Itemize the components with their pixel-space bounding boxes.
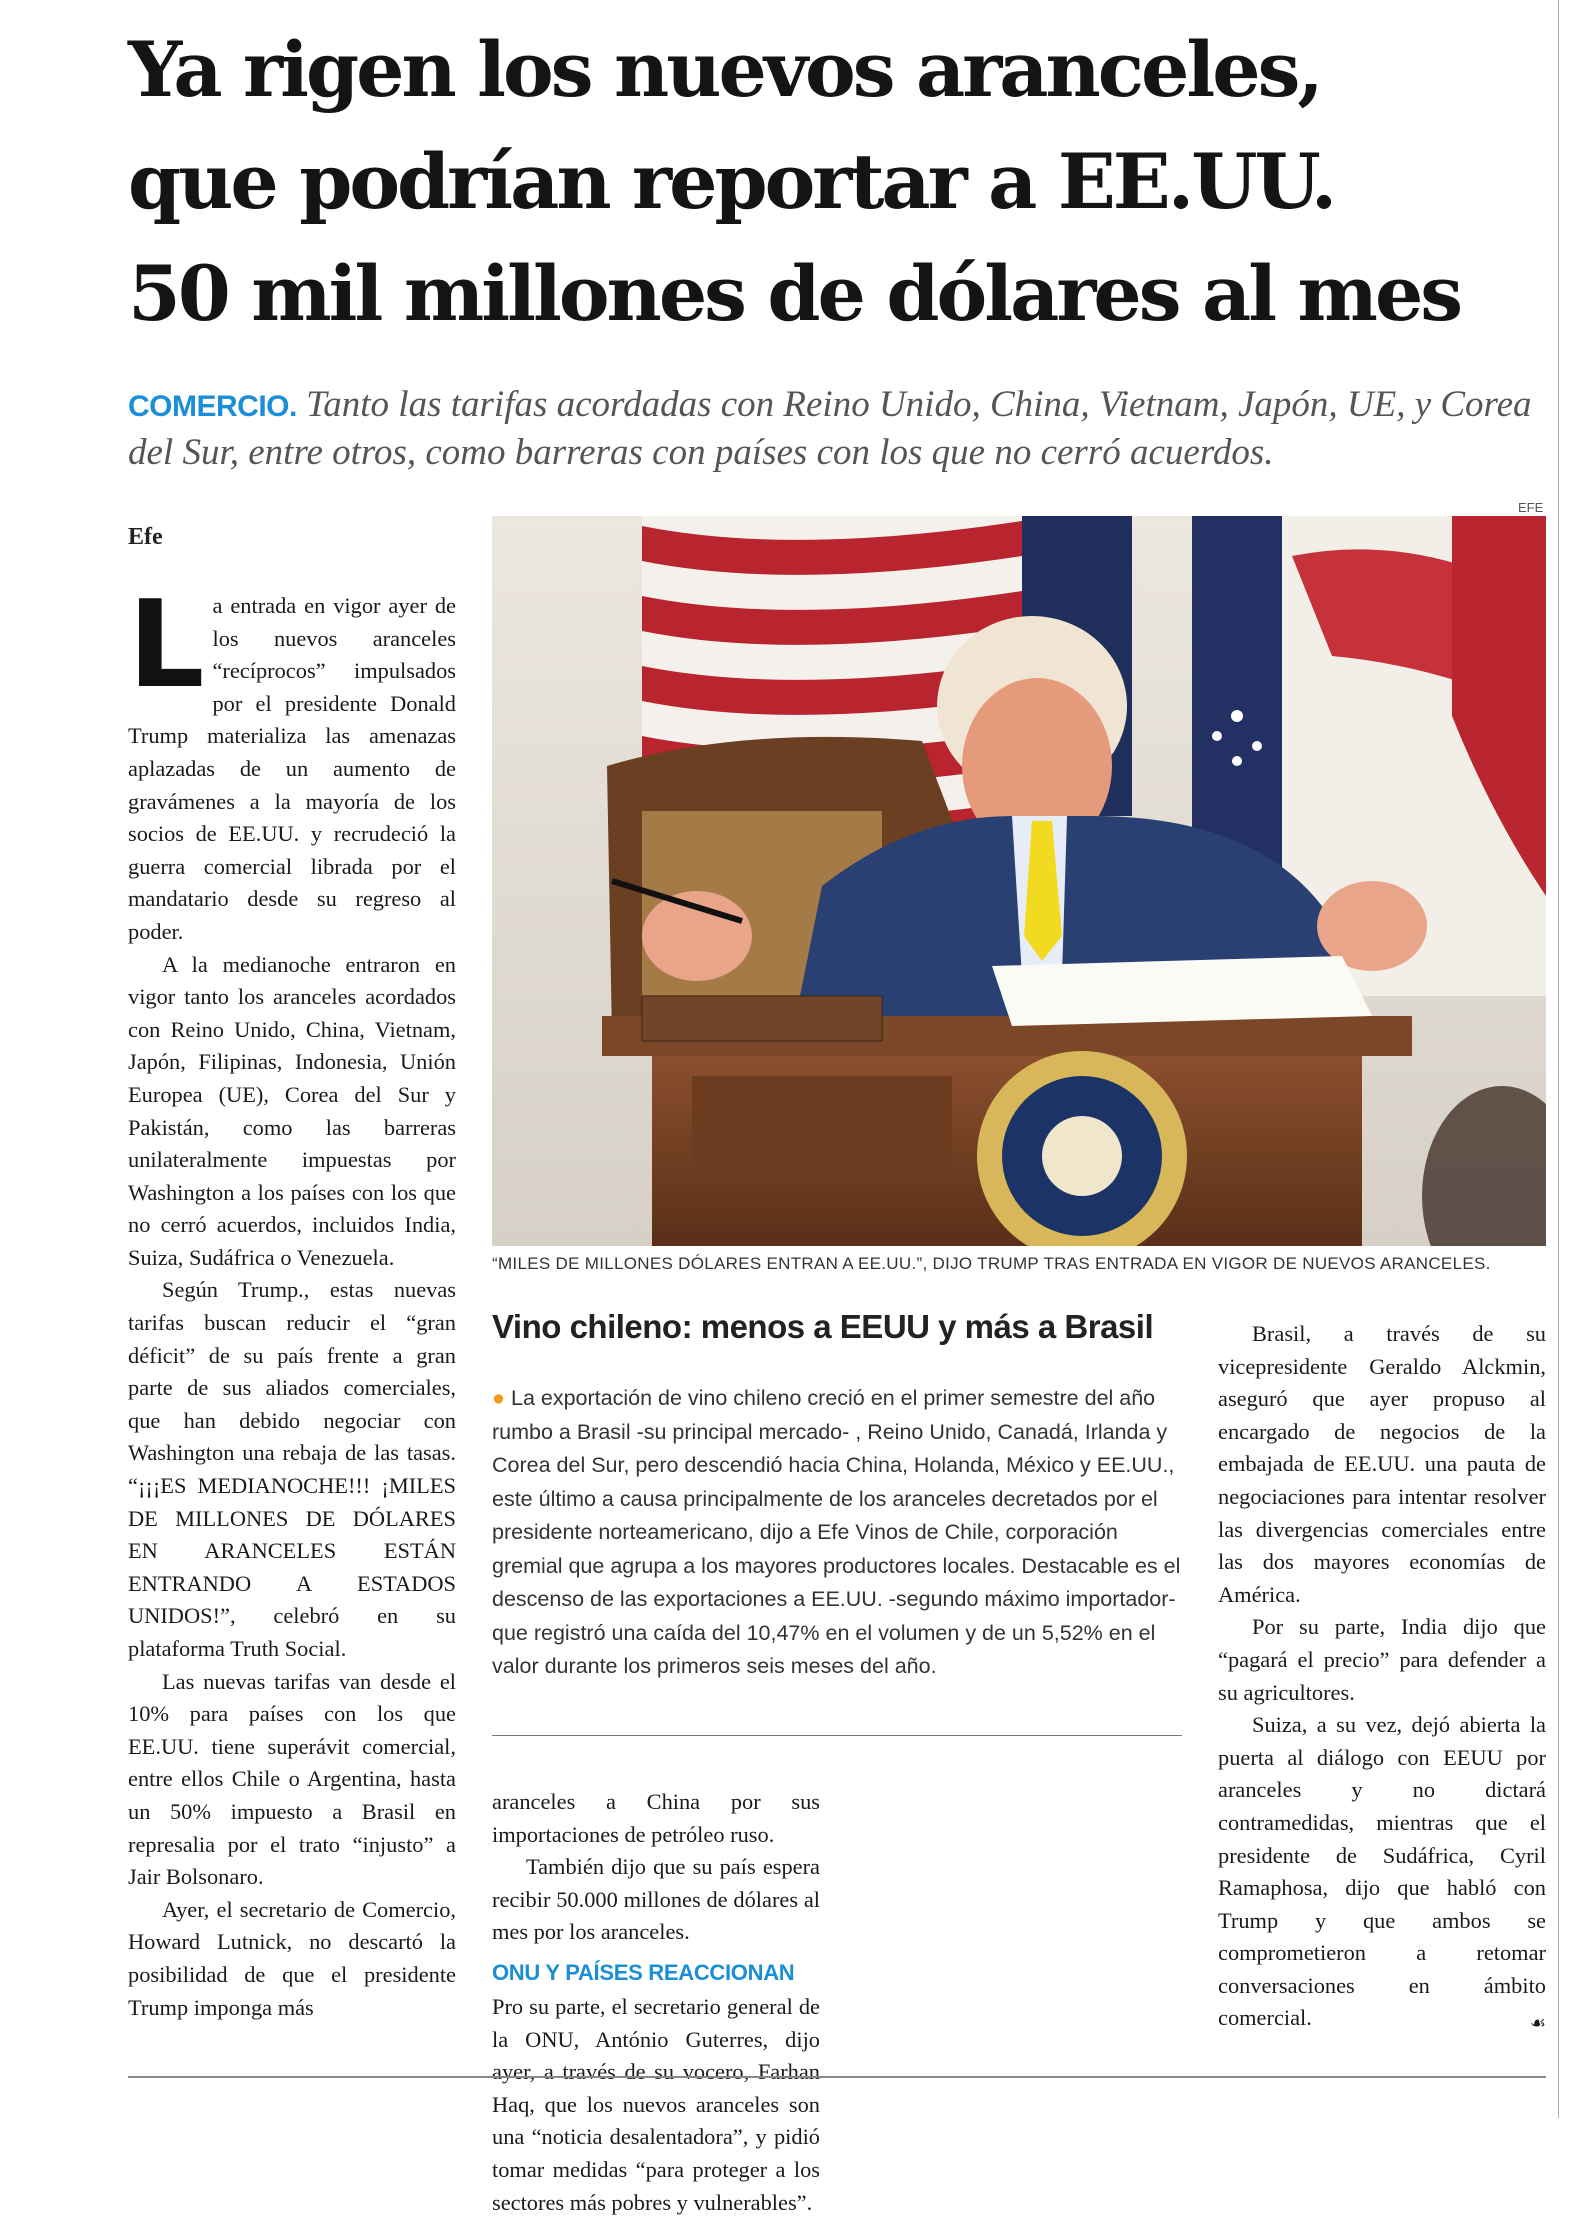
sidebar-box-divider <box>492 1735 1182 1736</box>
headline-line: que podrían reportar a EE.UU. <box>128 137 1335 226</box>
article-column-1 <box>128 576 456 2024</box>
article-paragraph: Las nuevas tarifas van desde el 10% para países con los que EE.UU. tiene superávit comercial, entre ellos Chile o Argentina, hasta un 50% impuesto a Brasil en represalia por el trato “injusto” a Jair Bolsonaro. <box>128 1668 456 1890</box>
article-paragraph: Brasil, a través de su vicepresidente Geraldo Alckmin, aseguró que ayer propuso al encargado de negocios de la embajada de EE.UU. una pauta de negociaciones para intentar resolver las divergencias comerciales entre las dos mayores economías de América. <box>1218 1321 1546 1607</box>
sidebar-box-paragraph: La exportación de vino chileno creció en el primer semestre del año rumbo a Brasil -su principal mercado- , Reino Unido, Canadá, Irlanda y Corea del Sur, pero descendió hacia China, Holanda, México y EE.UU., este último a causa principalmente de los aranceles decretados por el presidente norteamericano, dijo a Efe Vinos de Chile, corporación gremial que agrupa a los mayores productores locales. Destacable es el descenso de las exportaciones a EE.UU. -segundo máximo importador- que registró una caída del 10,47% en el volumen y de un 5,52% en el valor durante los primeros seis meses del año. <box>492 1386 1181 1678</box>
article-column-2 <box>492 1786 820 2219</box>
bottom-divider <box>128 2076 1546 2078</box>
article-paragraph: Suiza, a su vez, dejó abierta la puerta al diálogo con EEUU por aranceles y no dictará contramedidas, mientras que el presidente de Sudáfrica, Cyril Ramaphosa, dijo que habló con Trump y que ambos se comprometieron a retomar conversaciones en ámbito comercial. ☙ <box>1218 1709 1546 2035</box>
section-subheading: ONU Y PAÍSES REACCIONAN <box>492 1959 795 1985</box>
end-mark-icon: ☙ <box>1529 2013 1546 2035</box>
drop-cap: L <box>128 576 205 715</box>
bullet-icon: ● <box>492 1386 505 1410</box>
article-paragraph: Ayer, el secretario de Comercio, Howard Lutnick, no descartó la posibilidad de que el presidente Trump imponga más <box>128 1896 456 2020</box>
article-paragraph: A la medianoche entraron en vigor tanto los aranceles acordados con Reino Unido, China, Vietnam, Japón, Filipinas, Indonesia, Unión Europea (UE), Corea del Sur y Pakistán, como las barreras unilateralmente impuestas por Washington a los países con los que no cerró acuerdos, incluidos India, Suiza, Sudáfrica o Venezuela. <box>128 951 456 1270</box>
headline-line: 50 mil millones de dólares al mes <box>128 249 1461 338</box>
page-edge-line <box>1558 0 1559 2118</box>
subheadline <box>128 382 1548 476</box>
photo-credit: EFE <box>1518 500 1544 515</box>
article-paragraph: Según Trump., estas nuevas tarifas buscan reducir el “gran déficit” de su país frente a gran parte de sus aliados comerciales, que han debido negociar con Washington una rebaja de las tasas. “¡¡¡ES MEDIANOCHE!!! ¡MILES DE MILLONES DE DÓLARES EN ARANCELES ESTÁN ENTRANDO A ESTADOS UNIDOS!”, celebró en su plataforma Truth Social. <box>128 1277 456 1661</box>
desk-image <box>602 956 1412 1246</box>
article-column-4 <box>1218 1318 1546 2041</box>
byline: Efe <box>128 524 163 550</box>
article-paragraph: Por su parte, India dijo que “pagará el precio” para defender a su agricultores. <box>1218 1614 1546 1705</box>
headline <box>128 14 1548 350</box>
headline-line: Ya rigen los nuevos aranceles, <box>128 25 1321 114</box>
article-paragraph: También dijo que su país espera recibir 50.000 millones de dólares al mes por los aranceles. <box>492 1854 820 1945</box>
subheadline-text: Tanto las tarifas acordadas con Reino Unido, China, Vietnam, Japón, UE, y Corea del Sur, entre otros, como barreras con países con los que no cerró acuerdos. <box>128 384 1532 473</box>
news-photo <box>492 516 1546 1246</box>
sidebar-box-title: Vino chileno: menos a EEUU y más a Brasil <box>492 1308 1154 1345</box>
article-paragraph: Pro su parte, el secretario general de la ONU, António Guterres, dijo ayer, a través de su vocero, Farhan Haq, que los nuevos aranceles son una “noticia desalentadora”, y pidió tomar medidas “para proteger a los sectores más pobres y vulnerables”. <box>492 1993 820 2215</box>
section-kicker: COMERCIO. <box>128 390 297 423</box>
article-paragraph: La entrada en vigor ayer de los nuevos aranceles “recíprocos” impulsados por el presidente Donald Trump materializa las amenazas aplazadas de un aumento de gravámenes a la mayoría de los socios de EE.UU. y recrudeció la guerra comercial librada por el mandatario desde su regreso al poder. <box>128 576 456 944</box>
sidebar-box-text <box>492 1382 1182 1684</box>
photo-caption: “MILES DE MILLONES DÓLARES ENTRAN A EE.UU.”, DIJO TRUMP TRAS ENTRADA EN VIGOR DE NUEVOS ARANCELES. <box>492 1254 1491 1273</box>
article-paragraph: aranceles a China por sus importaciones de petróleo ruso. <box>492 1789 820 1847</box>
photo-illustration <box>492 516 1546 1246</box>
